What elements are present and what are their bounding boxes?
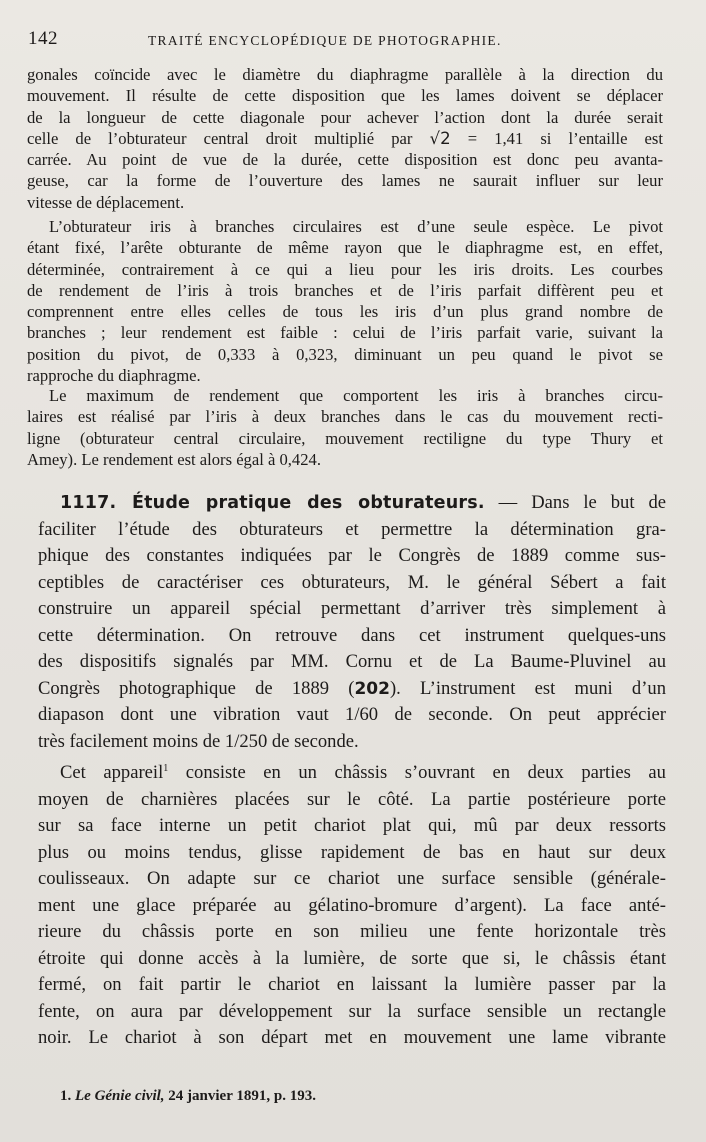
running-head	[28, 28, 658, 50]
section-title: 1117. Étude pratique des obturateurs.	[60, 493, 485, 513]
text-line: ceptibles de caractériser ces obturateurs, M. le général Sébert a fait	[38, 571, 666, 593]
text-segment: = 1,41 si l’entaille est	[450, 128, 663, 148]
text-line: de la longueur de cette diagonale pour achever l’action dont la durée serait	[27, 107, 663, 127]
text-line: déterminée, contrairement à ce qui a lieu pour les iris droits. Les courbes	[27, 259, 663, 279]
text-segment: — Dans le but de	[484, 492, 667, 513]
text-line: L’obturateur iris à branches circulaires est d’une seule espèce. Le pivot	[49, 217, 663, 236]
text-line: phique des constantes indiquées par le Congrès de 1889 comme sus-	[38, 545, 666, 566]
text-line: sur sa face interne un petit chariot plat qui, mû par deux ressorts	[38, 815, 666, 836]
text-segment: Cet appareil	[60, 762, 164, 783]
text-line: faciliter l’étude des obturateurs et permettre la détermination gra-	[38, 518, 666, 540]
text-line: coulisseaux. On adapte sur ce chariot une surface sensible (générale-	[38, 868, 666, 889]
text-line-with-reference	[38, 676, 666, 703]
text-line: étroite qui donne accès à la lumière, de sorte que si, le châssis étant	[38, 947, 666, 969]
paragraph-continuation	[27, 64, 663, 213]
text-line: laires est réalisé par l’iris à deux branches dans le cas du mouvement recti-	[27, 407, 663, 427]
footnote-detail: 24 janvier 1891, p. 193.	[164, 1088, 316, 1104]
text-line: vitesse de déplacement.	[27, 192, 185, 212]
text-line: carrée. Au point de vue de la durée, cette disposition est donc peu avanta-	[27, 150, 663, 170]
text-line: cette détermination. On retrouve dans cet instrument quelques-uns	[38, 624, 666, 646]
footnote-number: 1.	[60, 1088, 72, 1104]
text-line: très facilement moins de 1/250 de seconde.	[38, 730, 359, 752]
paragraph-appareil	[38, 760, 666, 1052]
text-line: ment une glace préparée au gélatino-bromure d’argent). La face anté-	[38, 894, 666, 916]
text-segment: ). L’instrument est muni d’un	[389, 677, 666, 699]
running-title: TRAITÉ ENCYCLOPÉDIQUE DE PHOTOGRAPHIE.	[148, 33, 502, 48]
text-line: rieure du châssis porte en son milieu une fente horizontale très	[38, 921, 666, 942]
text-line: construire un appareil spécial permettant d’arriver très simplement à	[38, 598, 666, 619]
text-line: fermé, on fait partir le chariot en laissant la lumière passer par la	[38, 974, 666, 995]
text-line: diapason dont une vibration vaut 1/60 de seconde. On peut apprécier	[38, 704, 666, 725]
text-line: comprennent entre elles celles de tous les iris d’un plus grand nombre de	[27, 302, 663, 322]
text-line: gonales coïncide avec le diamètre du diaphragme parallèle à la direction du	[27, 65, 663, 84]
section-heading-line	[38, 490, 666, 517]
text-line: de rendement de l’iris à trois branches et de l’iris parfait diffèrent peu et	[27, 280, 663, 300]
footnote-marker: 1	[163, 762, 169, 774]
text-line: geuse, car la forme de l’ouverture des lames ne saurait influer sur leur	[27, 171, 663, 191]
text-line: position du pivot, de 0,333 à 0,323, diminuant un peu quand le pivot se	[27, 344, 663, 364]
text-line: Le maximum de rendement que comportent les iris à branches circu-	[49, 386, 663, 405]
text-line: mouvement. Il résulte de cette disposition que les lames doivent se déplacer	[27, 86, 663, 106]
footnote-source: Le Génie civil,	[75, 1088, 165, 1104]
text-line: noir. Le chariot à son départ met en mouvement une lame vibrante	[38, 1027, 666, 1048]
paragraph-iris-circulaire	[27, 216, 663, 386]
text-line: rapproche du diaphragme.	[27, 366, 201, 386]
text-line: moyen de charnières placées sur le côté. La partie postérieure porte	[38, 788, 666, 810]
text-line: fente, on aura par développement sur la surface sensible un rectangle	[38, 1000, 666, 1022]
text-line: Amey). Le rendement est alors égal à 0,424.	[27, 449, 321, 469]
sqrt-expression: √2	[429, 128, 451, 148]
text-line: ligne (obturateur central circulaire, mouvement rectiligne du type Thury et	[27, 428, 663, 448]
paragraph-reference: 202	[354, 678, 390, 699]
text-segment: consiste en un châssis s’ouvrant en deux parties au	[168, 762, 666, 783]
section-1117	[38, 490, 666, 755]
text-line: des dispositifs signalés par MM. Cornu et de La Baume-Pluvinel au	[38, 651, 666, 672]
text-line: étant fixé, l’arête obturante de même rayon que le diaphragme est, en effet,	[27, 238, 663, 258]
text-segment: celle de l’obturateur central droit multiplié par	[27, 128, 430, 148]
text-segment: Congrès photographique de 1889 (	[38, 677, 355, 699]
text-line-with-footnote-mark	[38, 760, 666, 787]
text-line: branches ; leur rendement est faible : celui de l’iris parfait varie, suivant la	[27, 323, 663, 343]
text-line-with-sqrt	[27, 128, 663, 149]
footnote	[60, 1088, 316, 1105]
page-number: 142	[28, 28, 58, 49]
paragraph-rendement-maximum	[27, 385, 663, 470]
text-line: plus ou moins tendus, glisse rapidement de bas en haut sur deux	[38, 841, 666, 863]
